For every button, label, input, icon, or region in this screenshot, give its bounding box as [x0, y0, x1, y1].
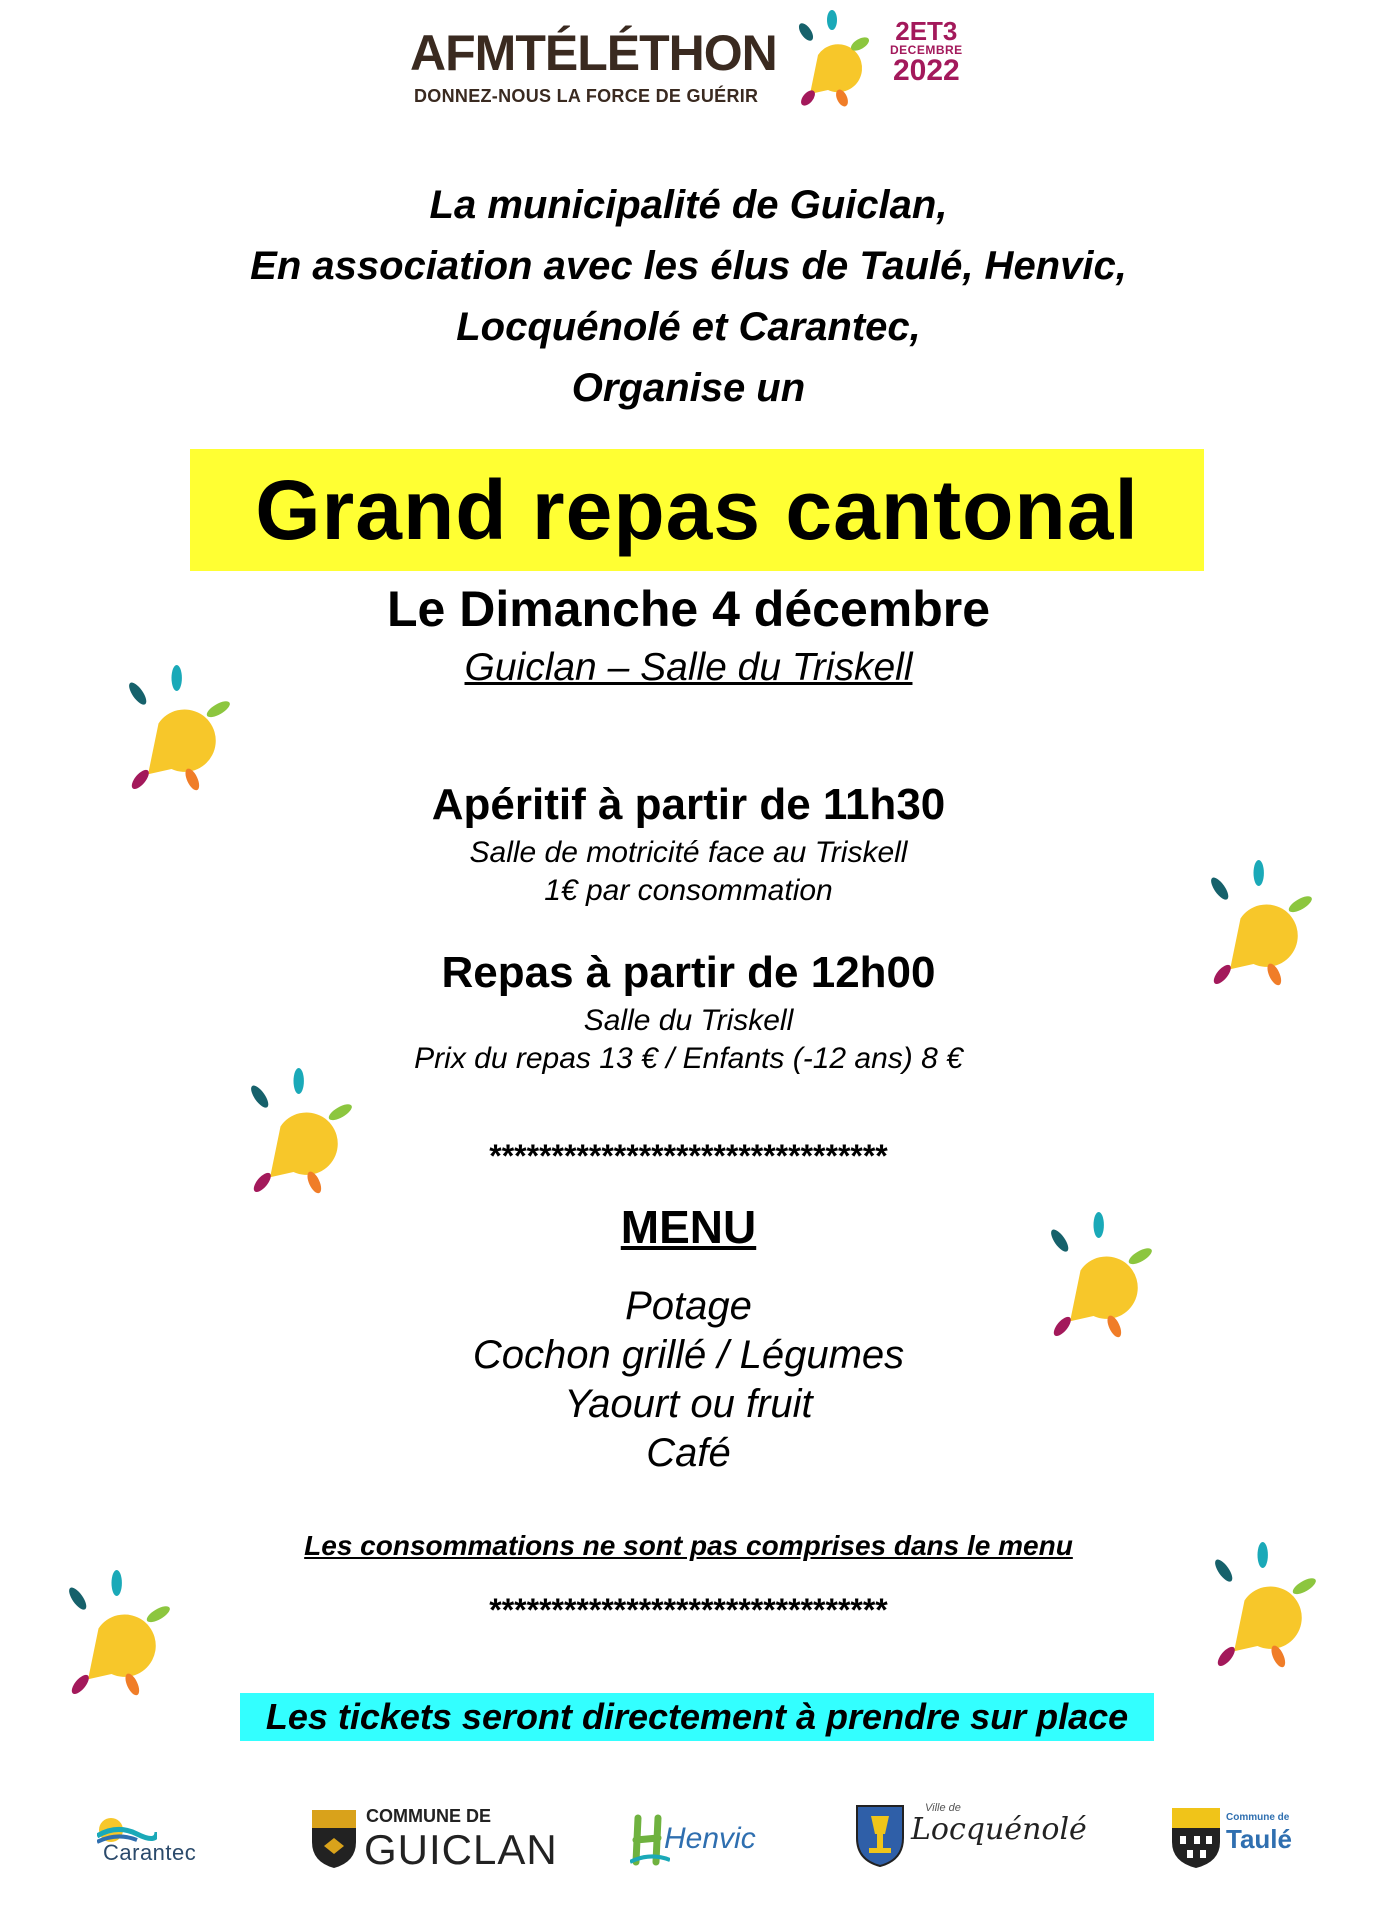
intro-line2: En association avec les élus de Taulé, Henvic, [250, 244, 1127, 288]
taule-small-text: Commune de [1226, 1812, 1290, 1823]
locquenole-text: Locquénolé [911, 1812, 1087, 1847]
aperitif-heading: Apéritif à partir de 11h30 [431, 780, 946, 829]
repas-place: Salle du Triskell [583, 1004, 794, 1037]
intro-block [0, 175, 1377, 419]
brand-afm: AFM [410, 25, 516, 81]
menu-item: Yaourt ou fruit [564, 1382, 813, 1426]
event-date: Le Dimanche 4 décembre [386, 581, 991, 637]
menu-title: MENU [620, 1201, 757, 1253]
locquenole-logo [855, 1800, 1087, 1880]
separator-top: ******************************** [489, 1138, 888, 1174]
telethon-brand [410, 24, 777, 82]
guiclan-top-text: COMMUNE DE [366, 1806, 491, 1826]
henvic-text: Henvic [664, 1822, 756, 1855]
locquenole-shield-icon [855, 1804, 905, 1868]
telethon-sun-icon [788, 10, 878, 110]
telethon-tagline: DONNEZ-NOUS LA FORCE DE GUÉRIR [414, 86, 759, 106]
guiclan-logo [310, 1800, 558, 1880]
sun-icon [118, 665, 238, 795]
event-title: Grand repas cantonal [255, 463, 1139, 557]
separator-bottom: ******************************** [489, 1592, 888, 1628]
menu-item: Café [646, 1431, 731, 1475]
sun-icon [1200, 860, 1320, 990]
taule-shield-icon [1170, 1806, 1222, 1870]
guiclan-shield-icon [310, 1808, 358, 1870]
dates-line3: 2022 [892, 54, 960, 87]
telethon-dates [890, 18, 963, 86]
aperitif-price: 1€ par consommation [544, 874, 833, 907]
event-venue: Guiclan – Salle du Triskell [464, 646, 913, 689]
guiclan-bottom-text: GUICLAN [364, 1826, 558, 1873]
dates-line2: DECEMBRE [890, 43, 963, 57]
locquenole-small-text: Ville de [925, 1802, 961, 1814]
telethon-logo [410, 10, 970, 110]
carantec-logo [95, 1800, 225, 1880]
intro-line1: La municipalité de Guiclan, [429, 183, 948, 227]
dates-line1: 2ET3 [895, 16, 958, 46]
sun-icon [240, 1068, 360, 1198]
carantec-text: Carantec [103, 1840, 197, 1865]
aperitif-place: Salle de motricité face au Triskell [469, 836, 908, 869]
intro-line3: Locquénolé et Carantec, [456, 305, 921, 349]
taule-text: Taulé [1226, 1824, 1292, 1854]
henvic-logo [630, 1800, 760, 1880]
intro-line4: Organise un [571, 366, 806, 410]
repas-price: Prix du repas 13 € / Enfants (-12 ans) 8 € [414, 1042, 963, 1075]
tickets-info: Les tickets seront directement à prendre sur place [265, 1696, 1129, 1737]
brand-telethon: TÉLÉTHON [515, 25, 777, 81]
sun-icon [1040, 1212, 1160, 1342]
menu-item: Potage [625, 1284, 752, 1328]
menu-note: Les consommations ne sont pas comprises dans le menu [304, 1530, 1073, 1561]
sun-icon [58, 1570, 178, 1700]
repas-heading: Repas à partir de 12h00 [441, 948, 936, 997]
sun-icon [1204, 1542, 1324, 1672]
menu-item: Cochon grillé / Légumes [472, 1333, 905, 1377]
taule-logo [1170, 1800, 1300, 1880]
